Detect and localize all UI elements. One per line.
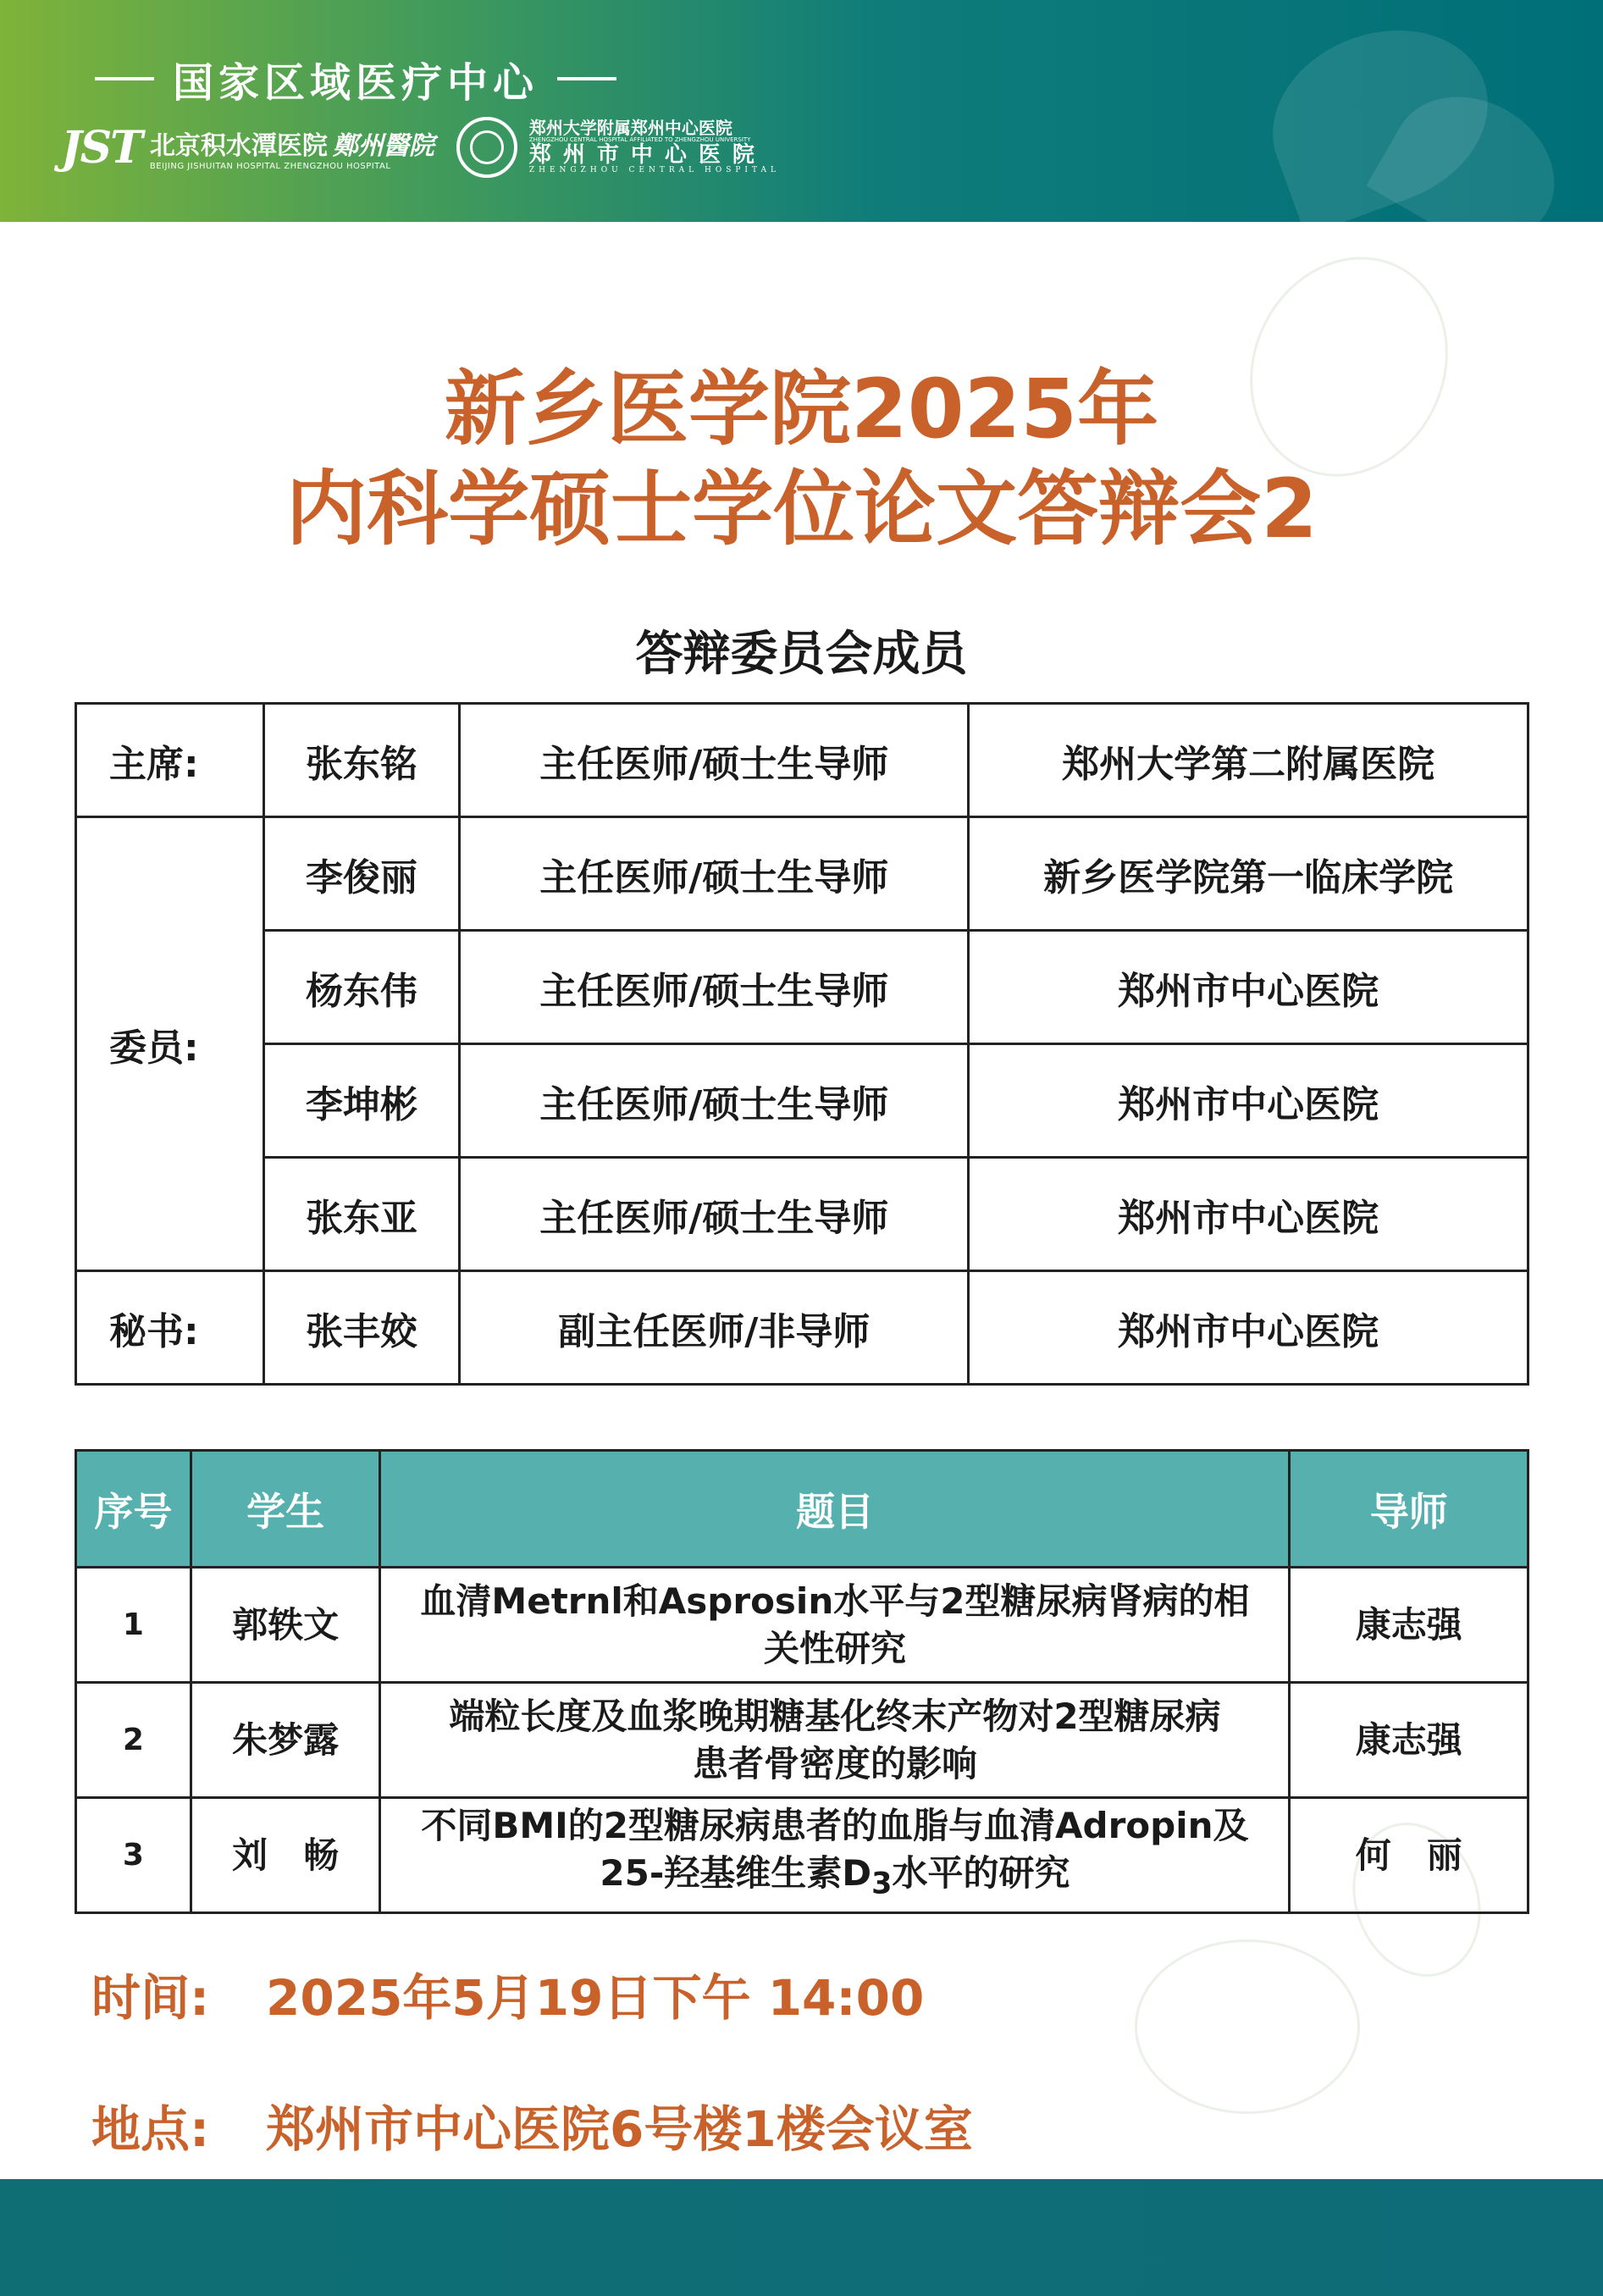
member-title: 主任医师/硕士生导师 [460,1044,969,1158]
role-secretary: 秘书: [76,1271,264,1385]
table-header-row [76,1451,1528,1568]
jishuitan-logo: 北京积水潭医院 鄭州醫院 BEIJING JISHUITAN HOSPITAL ZHENGZHOU HOSPITAL [149,130,434,171]
national-center-label: 国家区域医疗中心 [76,53,635,105]
event-place [91,2089,973,2160]
advisor-name: 康志强 [1290,1568,1528,1683]
thesis-topic: 端粒长度及血浆晚期糖基化终末产物对2型糖尿病 患者骨密度的影响 [380,1683,1290,1798]
page-title-line1: 新乡医学院2025年 [444,362,1159,456]
header-advisor: 导师 [1290,1451,1528,1568]
member-org: 郑州市中心医院 [969,1044,1528,1158]
event-time [91,1958,924,2029]
header-banner [0,0,1603,222]
member-title: 主任医师/硕士生导师 [460,704,969,817]
member-title: 副主任医师/非导师 [460,1271,969,1385]
table-row [76,1158,1528,1271]
header-student: 学生 [191,1451,380,1568]
place-label: 地点: [91,2100,210,2158]
row-index: 1 [76,1568,191,1683]
member-org: 郑州市中心医院 [969,1271,1528,1385]
member-org: 新乡医学院第一临床学院 [969,817,1528,931]
member-title: 主任医师/硕士生导师 [460,931,969,1044]
student-name: 刘 畅 [191,1798,380,1913]
member-title: 主任医师/硕士生导师 [460,1158,969,1271]
table-row [76,704,1528,817]
row-index: 3 [76,1798,191,1913]
page-title-line2: 内科学硕士学位论文答辩会2 [285,462,1318,556]
member-name: 李坤彬 [263,1044,460,1158]
header-topic: 题目 [380,1451,1290,1568]
member-name: 李俊丽 [263,817,460,931]
member-org: 郑州市中心医院 [969,1158,1528,1271]
student-name: 郭轶文 [191,1568,380,1683]
place-value: 郑州市中心医院6号楼1楼会议室 [266,2100,973,2158]
table-row [76,1798,1528,1913]
member-name: 杨东伟 [263,931,460,1044]
row-index: 2 [76,1683,191,1798]
header-index: 序号 [76,1451,191,1568]
students-table [75,1449,1529,1914]
student-name: 朱梦露 [191,1683,380,1798]
advisor-name: 何 丽 [1290,1798,1528,1913]
table-row [76,817,1528,931]
decor-flower [1135,1939,1360,2114]
hospital-seal-icon [456,117,517,178]
role-member: 委员: [76,817,264,1271]
advisor-name: 康志强 [1290,1683,1528,1798]
zhengzhou-central-logo: 郑州大学附属郑州中心医院 ZHENGZHOU CENTRAL HOSPITAL AFFILIATED TO ZHENGZHOU UNIVERSITY 郑州市中心医院 ZHENGZHOU CENTRAL HOSPITAL [528,118,780,175]
table-row [76,1568,1528,1683]
member-org: 郑州大学第二附属医院 [969,704,1528,817]
member-name: 张东铭 [263,704,460,817]
thesis-topic: 不同BMI的2型糖尿病患者的血脂与血清Adropin及 25-羟基维生素$D_3$水平的研究 [380,1798,1290,1913]
committee-title: 答辩委员会成员 [635,627,968,682]
member-org: 郑州市中心医院 [969,931,1528,1044]
committee-table [75,702,1529,1386]
time-label: 时间: [91,1969,210,2027]
footer-band [0,2179,1603,2296]
jst-logo: JST [61,121,141,174]
table-row [76,931,1528,1044]
table-row [76,1683,1528,1798]
hospital-logos [61,113,780,181]
thesis-topic: 血清Metrnl和Asprosin水平与2型糖尿病肾病的相 关性研究 [380,1568,1290,1683]
member-name: 张丰姣 [263,1271,460,1385]
table-row [76,1044,1528,1158]
member-title: 主任医师/硕士生导师 [460,817,969,931]
time-value: 2025年5月19日下午 14:00 [266,1969,925,2027]
member-name: 张东亚 [263,1158,460,1271]
table-row [76,1271,1528,1385]
role-chair: 主席: [76,704,264,817]
